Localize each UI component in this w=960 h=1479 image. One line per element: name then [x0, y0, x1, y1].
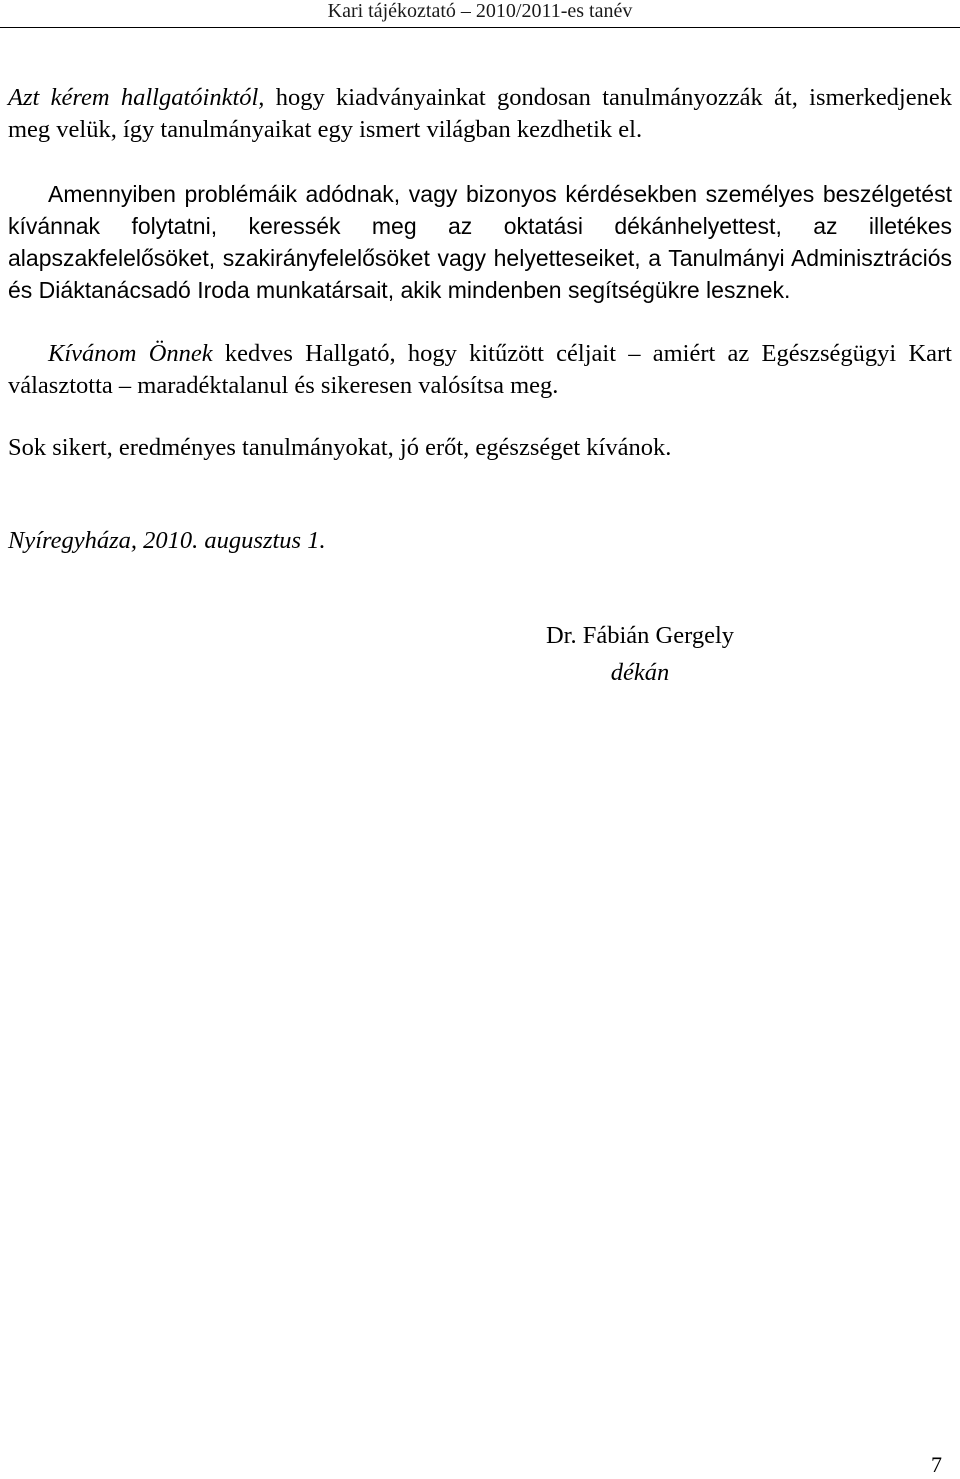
header-title: Kari tájékoztató – 2010/2011-es tanév	[327, 0, 633, 22]
signer-name: Dr. Fábián Gergely	[545, 622, 735, 649]
signer-title: dékán	[610, 659, 670, 686]
signature-block	[500, 617, 780, 691]
page-number: 7	[931, 1452, 942, 1477]
paragraph-closing-wish-body: Sok sikert, eredményes tanulmányokat, jó erőt, egészséget kívánok.	[8, 434, 672, 461]
running-header	[0, 0, 960, 27]
paragraph-closing-wish	[8, 432, 952, 464]
place-and-date: Nyíregyháza, 2010. augusztus 1.	[8, 527, 326, 554]
paragraph-wishes	[8, 338, 952, 402]
paragraph-contacts-body: Amennyiben problémáik adódnak, vagy bizonyos kérdésekben személyes beszélgetést kívánnak folytatni, keressék meg az oktatási dékánhelyettest, az illetékes alapszakfelelősöket, szakirányfelelősöket vagy helyetteseiket, a Tanulmányi Adminisztrációs és Diáktanácsadó Iroda munkatársait, akik mindenben segítségükre lesznek.	[8, 181, 952, 303]
paragraph-request-lead: Azt kérem hallgatóinktól,	[8, 84, 265, 111]
paragraph-wishes-lead: Kívánom Önnek	[48, 340, 213, 367]
paragraph-wishes-body: kedves Hallgató, hogy kitűzött céljait – amiért az Egészségügyi Kart választotta – maradéktalanul és sikeresen valósítsa meg.	[8, 340, 952, 399]
header-divider	[0, 27, 960, 28]
paragraph-request	[8, 82, 952, 146]
paragraph-contacts	[8, 178, 952, 306]
paragraph-request-body: hogy kiadványainkat gondosan tanulmányozzák át, ismerkedjenek meg velük, így tanulmányaikat egy ismert világban kezdhetik el.	[8, 84, 952, 143]
